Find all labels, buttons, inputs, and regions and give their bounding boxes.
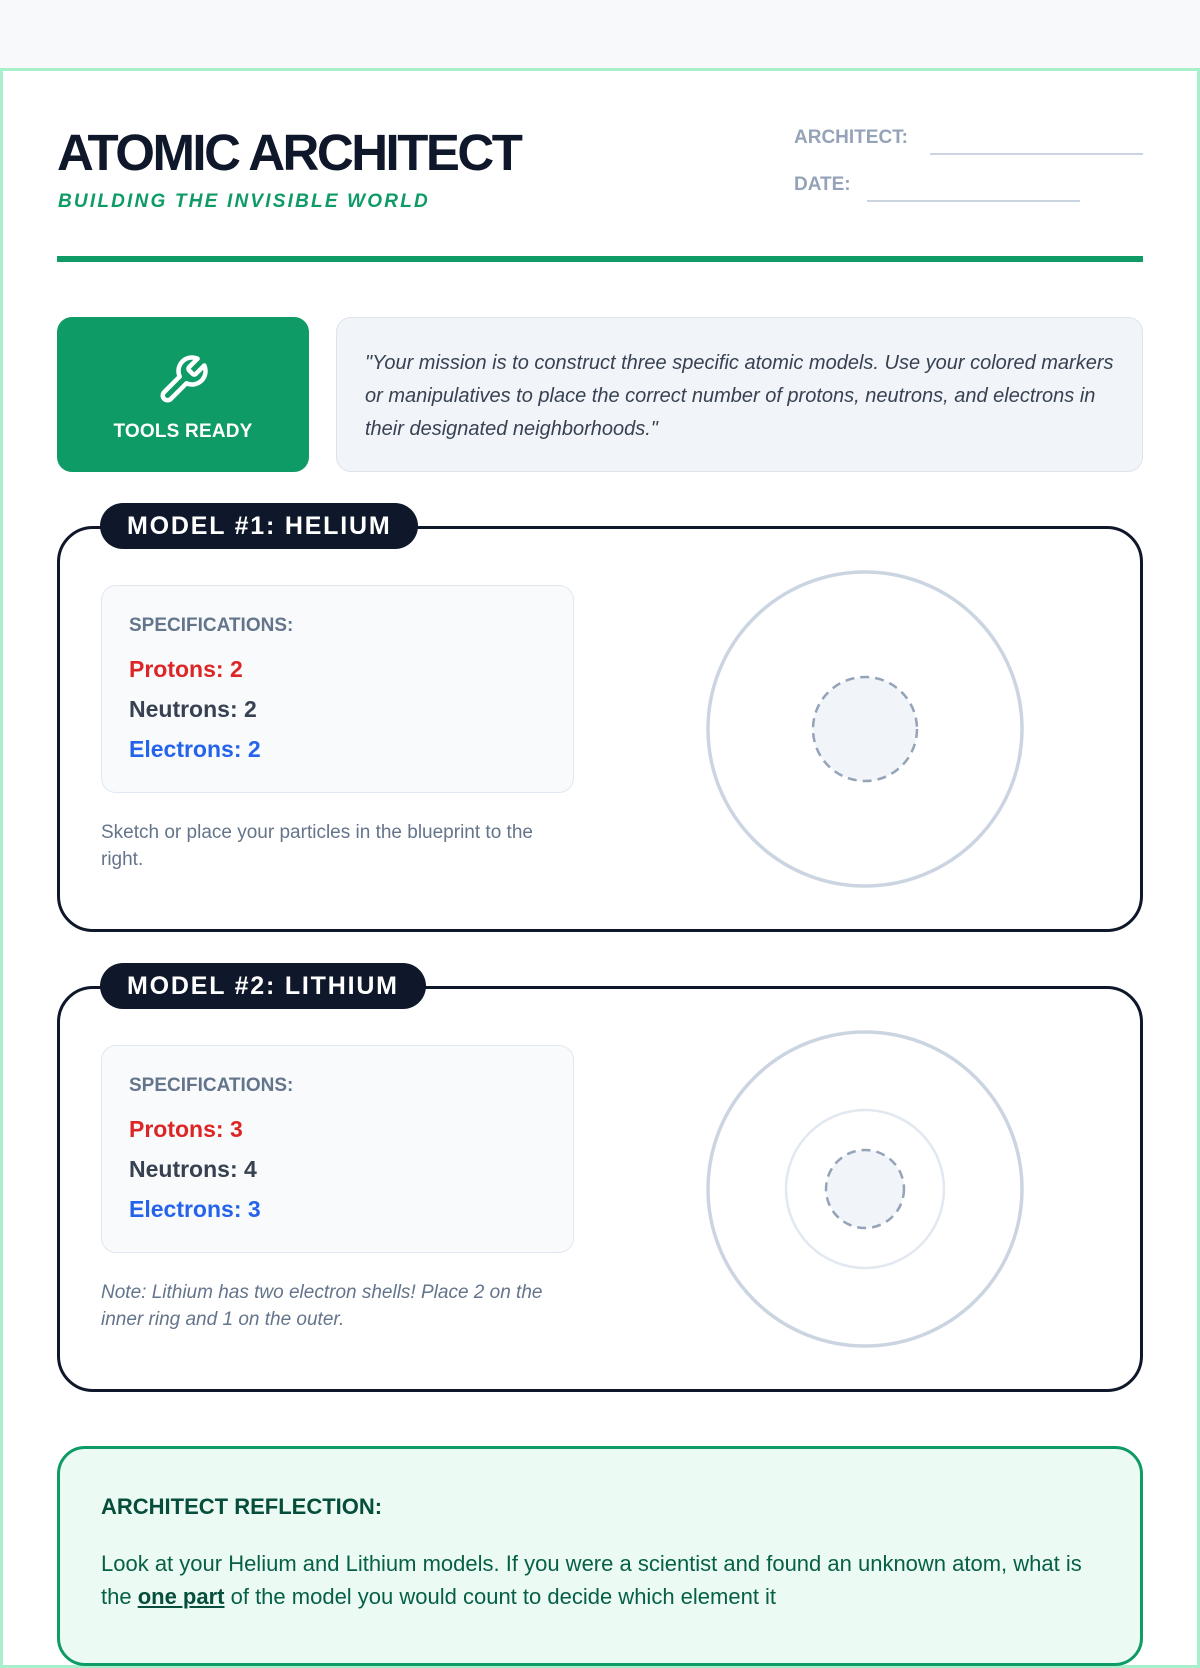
model-note: Note: Lithium has two electron shells! Place 2 on the inner ring and 1 on the outer. (101, 1282, 543, 1330)
reflection-title: ARCHITECT REFLECTION: (101, 1494, 383, 1519)
neutrons-count: Neutrons: 2 (129, 696, 257, 722)
protons-count: Protons: 2 (129, 656, 243, 682)
protons-count: Protons: 3 (129, 1116, 243, 1142)
tools-ready-card (57, 317, 309, 472)
model-note: Sketch or place your particles in the blueprint to the right. (101, 822, 533, 870)
model-tag: MODEL #2: LITHIUM (100, 963, 426, 1009)
model-card-helium (57, 511, 1143, 932)
date-label: DATE: (794, 174, 851, 195)
nucleus-zone (813, 677, 917, 781)
reflection-text-start: Look at your Helium and Lithium models. If you were a scientist and found an unknown atom, what is the (101, 1551, 1082, 1609)
reflection-question (101, 1547, 1091, 1613)
reflection-text-end: of the model you would count to decide which element it (224, 1584, 777, 1609)
header-divider (57, 256, 1143, 262)
reflection-box (57, 1446, 1143, 1666)
wrench-icon (156, 353, 210, 407)
model-tag: MODEL #1: HELIUM (100, 503, 418, 549)
electrons-count: Electrons: 2 (129, 736, 261, 762)
architect-field[interactable] (930, 153, 1143, 155)
electrons-count: Electrons: 3 (129, 1196, 261, 1222)
specifications-title: SPECIFICATIONS: (129, 615, 294, 636)
atom-blueprint[interactable] (705, 1029, 1025, 1349)
neutrons-count: Neutrons: 4 (129, 1156, 257, 1182)
specifications-box (101, 1045, 574, 1253)
reflection-emphasis: one part (137, 1584, 225, 1609)
mission-statement: "Your mission is to construct three specific atomic models. Use your colored markers or manipulatives to place the correct number of protons, neutrons, and electrons in their designated neighborhoods." (336, 317, 1143, 472)
model-card-lithium (57, 971, 1143, 1392)
atom-blueprint[interactable] (705, 569, 1025, 889)
date-field[interactable] (867, 200, 1080, 202)
nucleus-zone (826, 1150, 904, 1228)
page-title: ATOMIC ARCHITECT (57, 124, 521, 181)
tools-ready-label: TOOLS READY (113, 420, 253, 442)
specifications-title: SPECIFICATIONS: (129, 1075, 294, 1096)
page-subtitle: BUILDING THE INVISIBLE WORLD (58, 191, 430, 212)
specifications-box (101, 585, 574, 793)
architect-label: ARCHITECT: (794, 127, 908, 148)
